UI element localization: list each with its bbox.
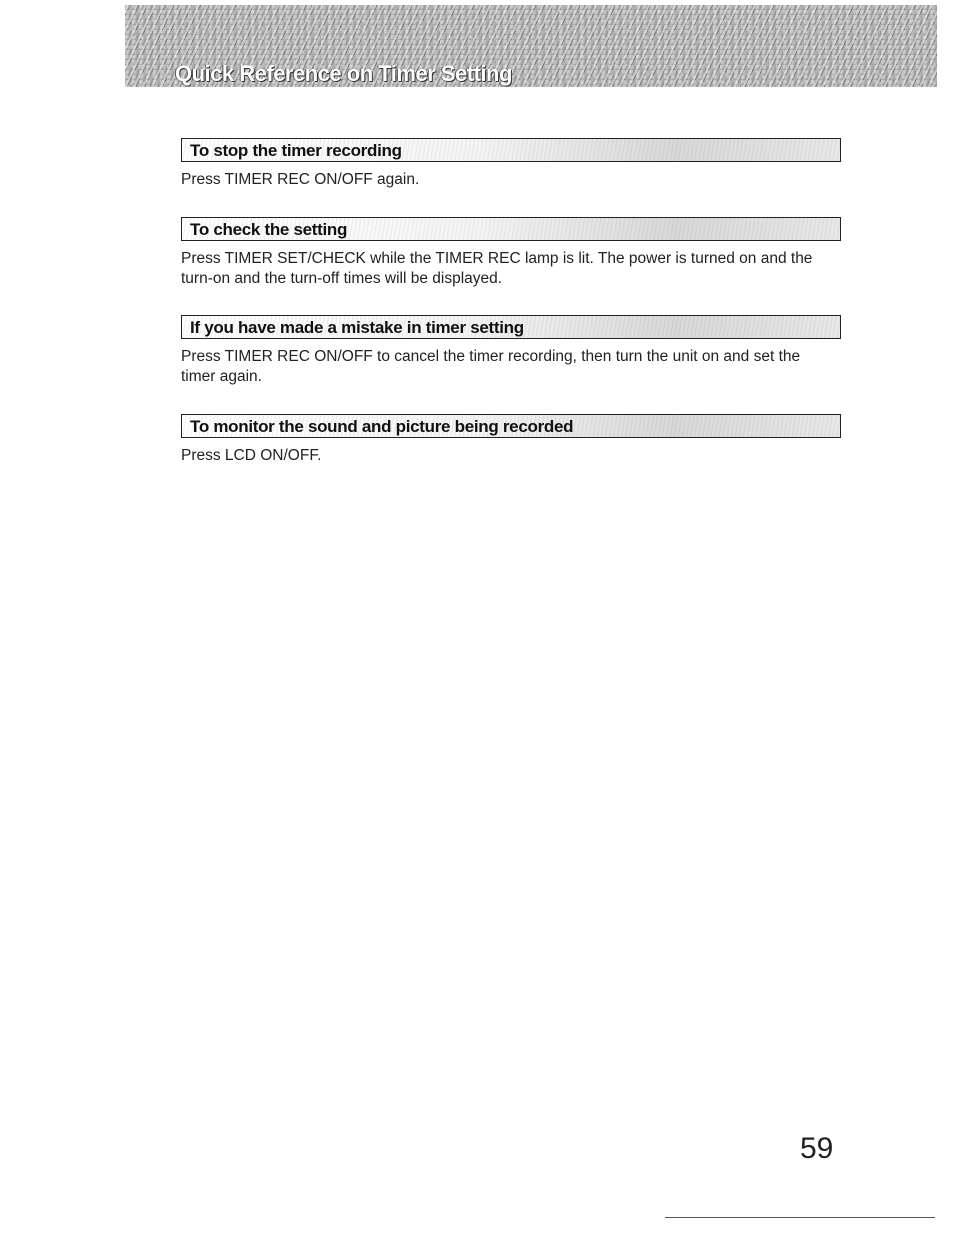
- page-title: Quick Reference on Timer Setting: [175, 61, 512, 86]
- section-heading: To stop the timer recording: [181, 138, 841, 162]
- section-mistake: [181, 315, 841, 387]
- section-text: Press TIMER SET/CHECK while the TIMER REC lamp is lit. The power is turned on and the turn-on and the turn-off times will be displayed.: [181, 250, 813, 287]
- section-heading: To check the setting: [181, 217, 841, 241]
- footer-rule: [665, 1217, 935, 1218]
- section-text: Press LCD ON/OFF.: [181, 447, 322, 464]
- section-stop-timer: [181, 138, 841, 190]
- header-banner: [125, 5, 937, 87]
- section-heading: If you have made a mistake in timer setting: [181, 315, 841, 339]
- section-check-setting: [181, 217, 841, 289]
- page-number: 59: [800, 1132, 834, 1165]
- section-heading: To monitor the sound and picture being recorded: [181, 414, 841, 438]
- section-monitor: [181, 414, 841, 466]
- section-text: Press TIMER REC ON/OFF to cancel the timer recording, then turn the unit on and set the timer again.: [181, 348, 801, 385]
- section-text: Press TIMER REC ON/OFF again.: [181, 171, 420, 188]
